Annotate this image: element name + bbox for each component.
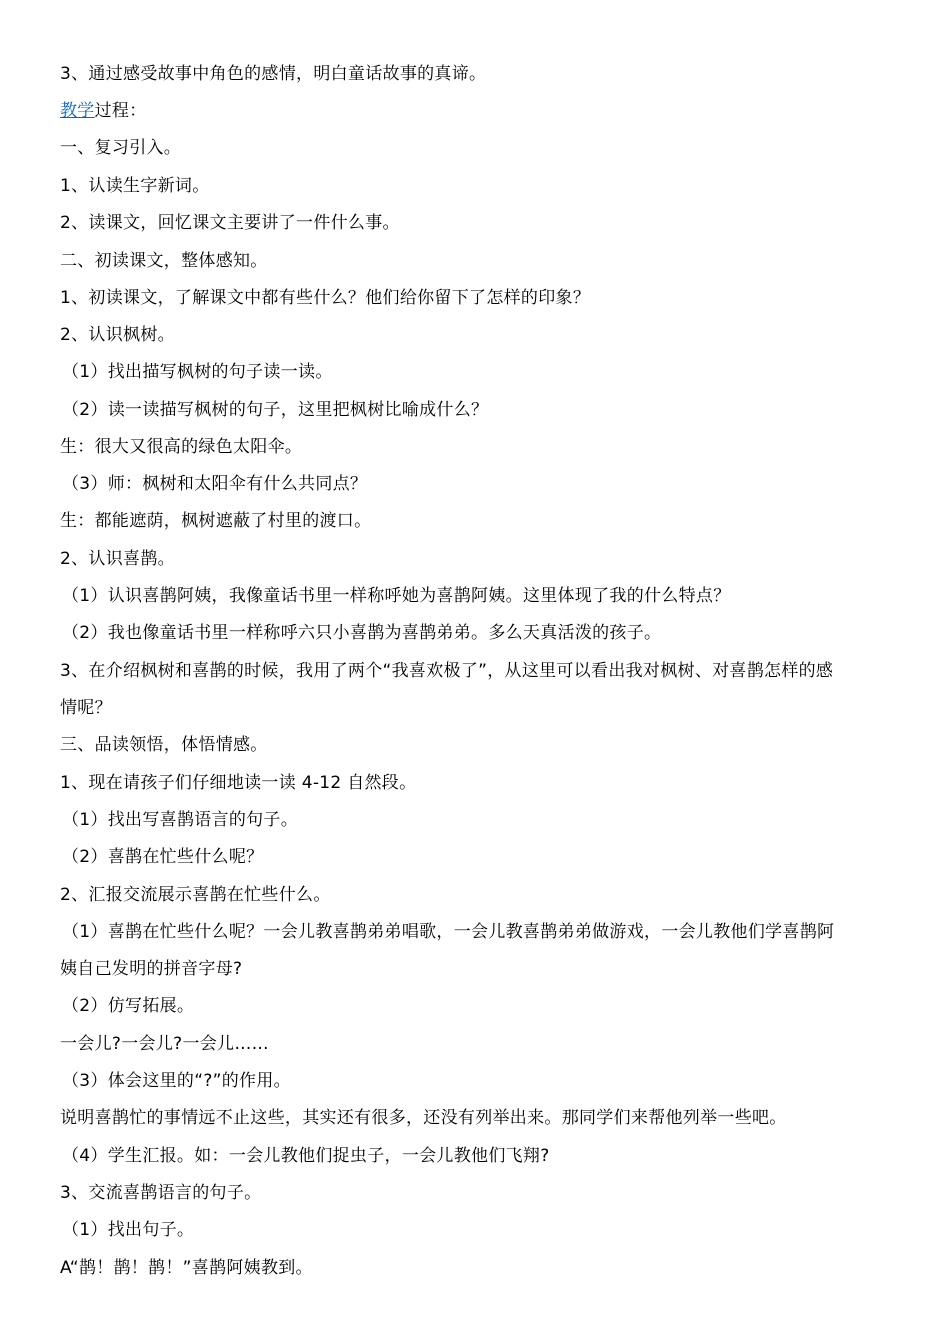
text-line: （2）仿写拓展。 bbox=[62, 996, 195, 1016]
text-line: 2、认识喜鹊。 bbox=[60, 549, 175, 569]
text-line: 1、现在请孩子们仔细地读一读 4-12 自然段。 bbox=[60, 773, 417, 793]
text-line: 3、通过感受故事中角色的感情，明白童话故事的真谛。 bbox=[60, 64, 487, 84]
text-line: 2、认识枫树。 bbox=[60, 325, 175, 345]
text-line: 生：很大又很高的绿色太阳伞。 bbox=[60, 437, 303, 457]
text-line: 情呢？ bbox=[60, 698, 112, 718]
text-line: （4）学生汇报。如：一会儿教他们捉虫子，一会儿教他们飞翔? bbox=[62, 1146, 550, 1166]
text-line: （1）认识喜鹊阿姨，我像童话书里一样称呼她为喜鹊阿姨。这里体现了我的什么特点？ bbox=[62, 586, 731, 606]
text-line: （1）喜鹊在忙些什么呢？一会儿教喜鹊弟弟唱歌，一会儿教喜鹊弟弟做游戏，一会儿教他们学喜鹊阿 bbox=[62, 922, 835, 942]
text-line: 说明喜鹊忙的事情远不止这些，其实还有很多，还没有列举出来。那同学们来帮他列举一些吧。 bbox=[60, 1108, 787, 1128]
section-heading: 二、初读课文，整体感知。 bbox=[60, 251, 268, 271]
text-line: 一会儿?一会儿?一会儿…… bbox=[60, 1034, 269, 1054]
text-line: （3）体会这里的“?”的作用。 bbox=[62, 1071, 291, 1091]
text-line: A“鹊！鹊！鹊！”喜鹊阿姨教到。 bbox=[60, 1258, 313, 1278]
section-heading: 一、复习引入。 bbox=[60, 138, 182, 158]
text-line: 3、交流喜鹊语言的句子。 bbox=[60, 1183, 262, 1203]
text-line: 1、初读课文，了解课文中都有些什么？他们给你留下了怎样的印象？ bbox=[60, 288, 591, 308]
text-line: 姨自己发明的拼音字母? bbox=[60, 959, 243, 979]
text-line-heading-process bbox=[60, 101, 900, 121]
text-line: 生：都能遮荫，枫树遮蔽了村里的渡口。 bbox=[60, 511, 372, 531]
text-line: （2）我也像童话书里一样称呼六只小喜鹊为喜鹊弟弟。多么天真活泼的孩子。 bbox=[62, 623, 662, 643]
text-line: 1、认读生字新词。 bbox=[60, 176, 210, 196]
section-heading: 三、品读领悟，体悟情感。 bbox=[60, 735, 268, 755]
text-line: （2）读一读描写枫树的句子，这里把枫树比喻成什么？ bbox=[62, 400, 489, 420]
text-line-suffix: 过程： bbox=[94, 101, 147, 121]
text-line: （2）喜鹊在忙些什么呢？ bbox=[62, 847, 264, 867]
text-line: 2、汇报交流展示喜鹊在忙些什么。 bbox=[60, 885, 331, 905]
text-line: （1）找出描写枫树的句子读一读。 bbox=[62, 362, 333, 382]
text-line: （1）找出句子。 bbox=[62, 1220, 195, 1240]
text-line: （1）找出写喜鹊语言的句子。 bbox=[62, 810, 299, 830]
text-line: （3）师：枫树和太阳伞有什么共同点？ bbox=[62, 474, 368, 494]
text-line: 3、在介绍枫树和喜鹊的时候，我用了两个“我喜欢极了”，从这里可以看出我对枫树、对喜鹊怎样的感 bbox=[60, 661, 834, 681]
text-line: 2、读课文，回忆课文主要讲了一件什么事。 bbox=[60, 213, 400, 233]
teaching-link[interactable]: 教学 bbox=[60, 101, 95, 121]
